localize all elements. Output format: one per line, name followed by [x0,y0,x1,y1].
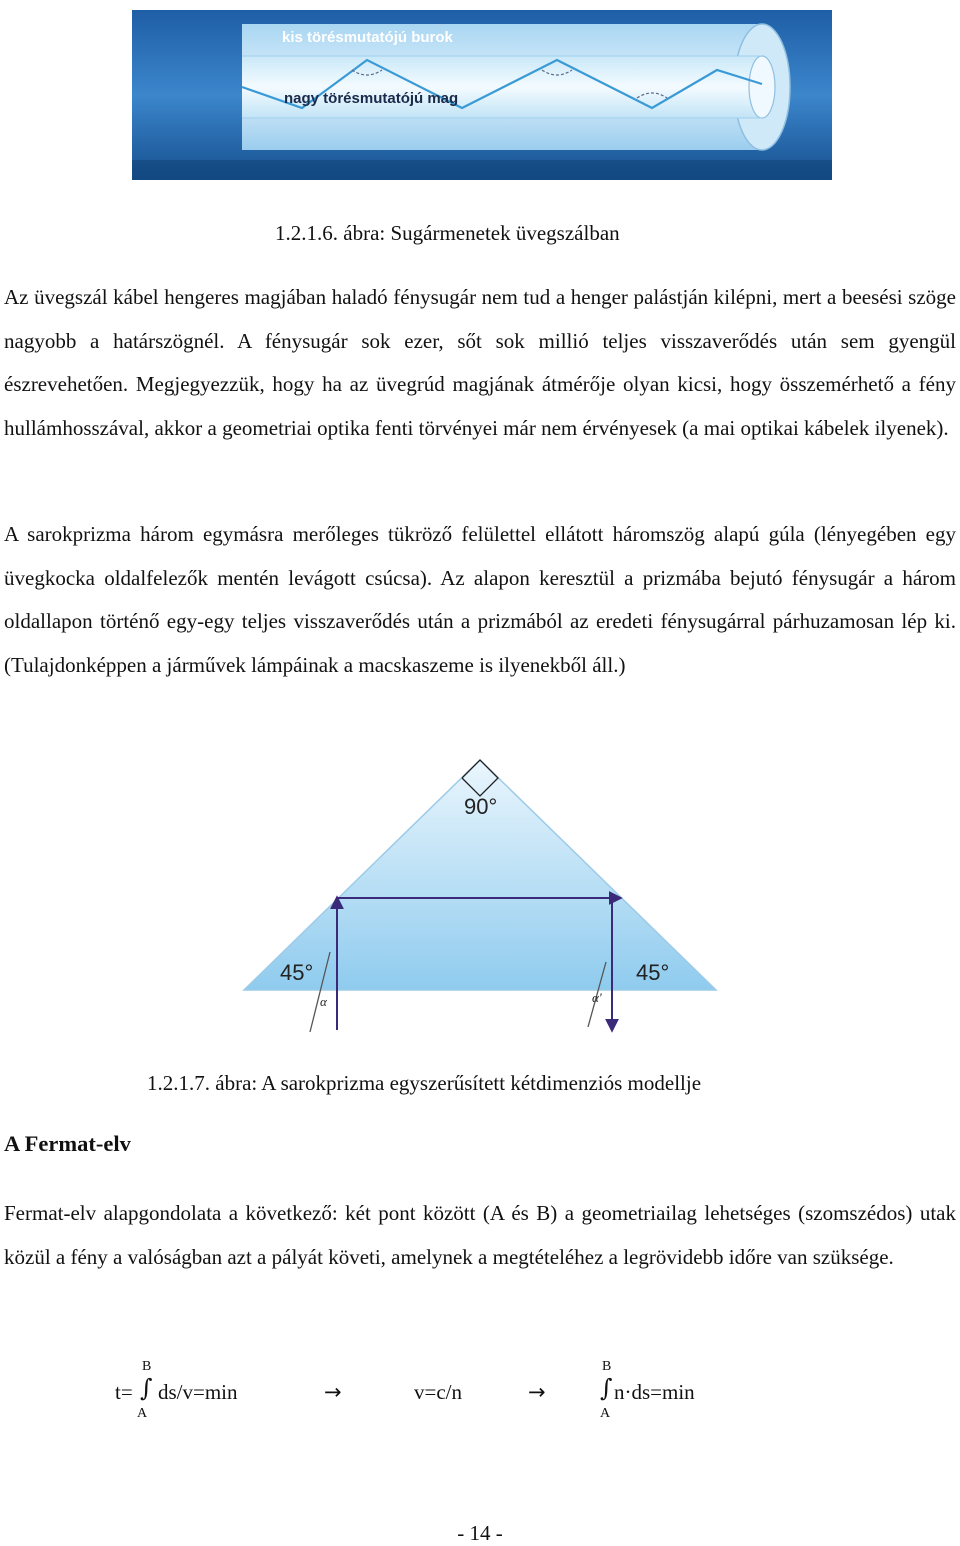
paragraph-prism: A sarokprizma három egymásra merőleges tükröző felülettel ellátott háromszög alapú gúla (lényegében egy üvegkocka oldalfelezők mentén levágott csúcsa). Az alapon keresztül a prizmába bejutó fénysugár a három oldallapon történő egy-egy teljes visszaverődés után a prizmából az eredeti fénysugárral párhuzamosan lép ki. (Tulajdonképpen a járművek lámpáinak a macskaszeme is ilyenekből áll.) [4,522,956,677]
angle-45-right-label: 45° [636,960,670,985]
angle-90-label: 90° [464,794,498,819]
fiber-shadow [132,160,832,180]
formula-t-prefix: t= [115,1380,133,1404]
formula-upper-limit-1: B [142,1359,152,1374]
section-heading: A Fermat-elv [4,1131,131,1156]
figure2-caption: 1.2.1.7. ábra: A sarokprizma egyszerűsített kétdimenziós modellje [147,1071,702,1095]
formula-expr-3: n·ds=min [614,1380,695,1404]
label-core: nagy törésmutatójú mag [284,90,459,107]
formula-lower-limit-2: A [600,1406,611,1421]
integral-sign-icon: ∫ [140,1374,153,1402]
formula-expr-2: v=c/n [414,1380,462,1404]
fiber-core-end [749,56,775,118]
figure1-caption: 1.2.1.6. ábra: Sugármenetek üvegszálban [275,221,620,245]
integral-sign-icon-2: ∫ [600,1374,613,1402]
alpha-right-label: α' [592,990,602,1005]
prism-figure [240,752,722,1037]
fiber-figure [132,10,832,180]
angle-45-left-label: 45° [280,960,314,985]
label-cladding: kis törésmutatójú burok [282,29,453,46]
page-number: - 14 - [457,1521,503,1545]
paragraph-fiber: Az üvegszál kábel hengeres magjában haladó fénysugár nem tud a henger palástján kilépni, mert a beesési szöge nagyobb a határszögnél. A fénysugár sok ezer, sőt sok millió teljes visszaverődés után sem gyengül észrevehetően. Megjegyezzük, hogy ha az üvegrúd magjának átmérője olyan kicsi, hogy összemérhető a fény hullámhosszával, akkor a geometriai optika fenti törvényei már nem érvényesek (a mai optikai kábelek ilyenek). [4,285,956,440]
formula-lower-limit-1: A [137,1406,148,1421]
arrow-right-icon: → [324,1380,342,1404]
formula-expr-1: ds/v=min [158,1380,238,1404]
paragraph-fermat: Fermat-elv alapgondolata a következő: két pont között (A és B) a geometriailag lehetséges (szomszédos) utak közül a fény a valóságban azt a pályát követi, amelynek a megtételéhez a legrövidebb időre van szüksége. [4,1201,956,1269]
formula-upper-limit-2: B [602,1359,612,1374]
arrow-right-icon-2: → [528,1380,546,1404]
alpha-left-label: α [320,994,327,1009]
